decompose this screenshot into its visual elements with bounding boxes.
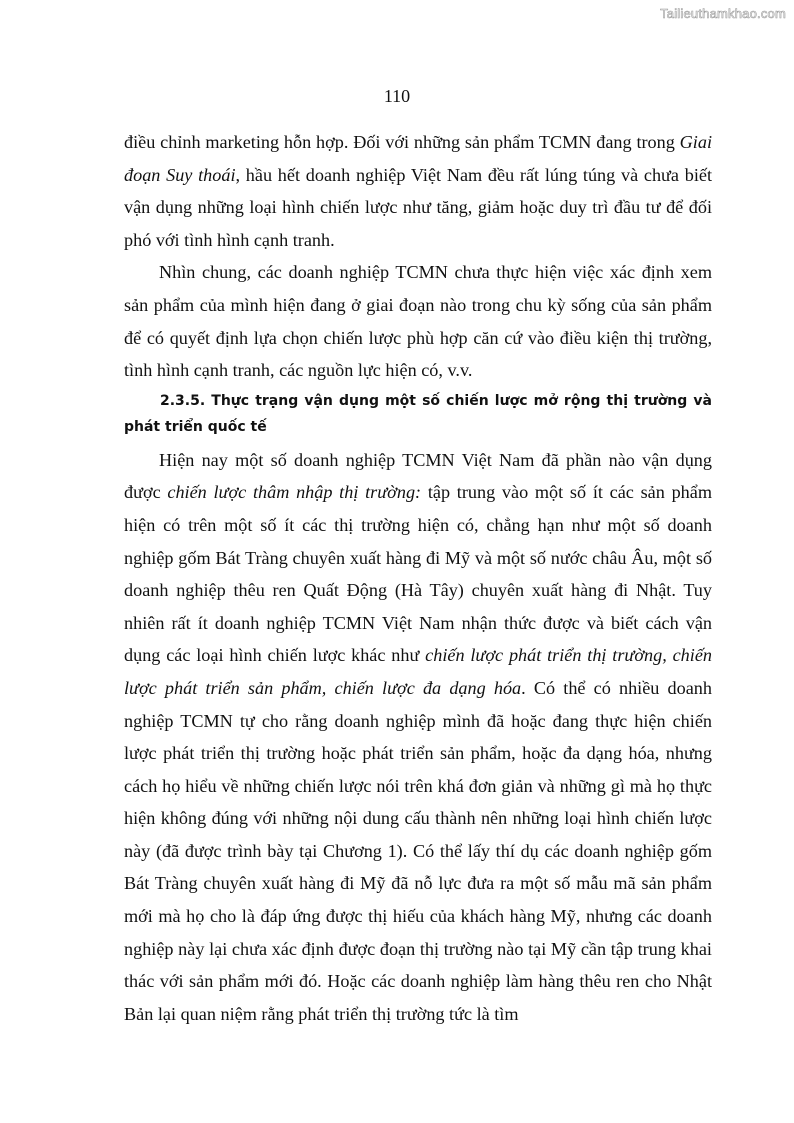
paragraph-text: . Có thể có nhiều doanh nghiệp TCMN tự cho rằng doanh nghiệp mình đã hoặc đang thực hiện chiến lược phát triển thị trường hoặc phát triển sản phẩm, hoặc đa dạng hóa, nhưng cách họ hiểu về những chiến lược nói trên khá đơn giản và những gì mà họ thực hiện không đúng với những nội dung cấu thành nên những loại hình chiến lược này (đã được trình bày tại Chương 1). Có thể lấy thí dụ các doanh nghiệp gốm Bát Tràng chuyên xuất hàng đi Mỹ đã nỗ lực đưa ra một số mẫu mã sản phẩm mới mà họ cho là đáp ứng được thị hiếu của khách hàng Mỹ, nhưng các doanh nghiệp này lại chưa xác định được đoạn thị trường nào tại Mỹ cần tập trung khai thác với sản phẩm mới đó. Hoặc các doanh nghiệp làm hàng thêu ren cho Nhật Bản lại quan niệm rằng phát triển thị trường tức là tìm [124,677,712,1024]
document-body [124,126,712,1030]
italic-term: chiến lược phát triển thị trường, chiến lược phát triển sản phẩm, chiến lược đa dạng hóa [124,645,712,698]
paragraph: Nhìn chung, các doanh nghiệp TCMN chưa thực hiện việc xác định xem sản phẩm của mình hiện đang ở giai đoạn nào trong chu kỳ sống của sản phẩm để có quyết định lựa chọn chiến lược phù hợp căn cứ vào điều kiện thị trường, tình hình cạnh tranh, các nguồn lực hiện có, v.v. [124,262,712,381]
paragraph-text: , hầu hết doanh nghiệp Việt Nam đều rất lúng túng và chưa biết vận dụng những loại hình chiến lược như tăng, giảm hoặc duy trì đầu tư để đối phó với tình hình cạnh tranh. [124,164,712,250]
page-number: 110 [383,86,411,106]
paragraph-text: tập trung vào một số ít các sản phẩm hiện có trên một số ít các thị trường hiện có, chẳng hạn như một số doanh nghiệp gốm Bát Tràng chuyên xuất hàng đi Mỹ và một số nước châu Âu, một số doanh nghiệp thêu ren Quất Động (Hà Tây) chuyên xuất hàng đi Nhật. Tuy nhiên rất ít doanh nghiệp TCMN Việt Nam nhận thức được và biết cách vận dụng các loại hình chiến lược khác như [124,482,712,666]
watermark-text: Tailieuthamkhao.com [660,6,786,21]
section-heading: 2.3.5. Thực trạng vận dụng một số chiến lược mở rộng thị trường và phát triển quốc tế [124,392,712,436]
paragraph-text: Hiện nay một số doanh nghiệp TCMN Việt Nam đã phần nào vận dụng được [124,449,712,503]
paragraph-continued [124,126,712,256]
paragraph-text: điều chỉnh marketing hỗn hợp. Đối với những sản phẩm TCMN đang trong [124,132,680,152]
paragraph [124,444,712,1031]
italic-term: Giai đoạn Suy thoái [124,132,712,185]
italic-term: chiến lược thâm nhập thị trường: [167,482,422,503]
